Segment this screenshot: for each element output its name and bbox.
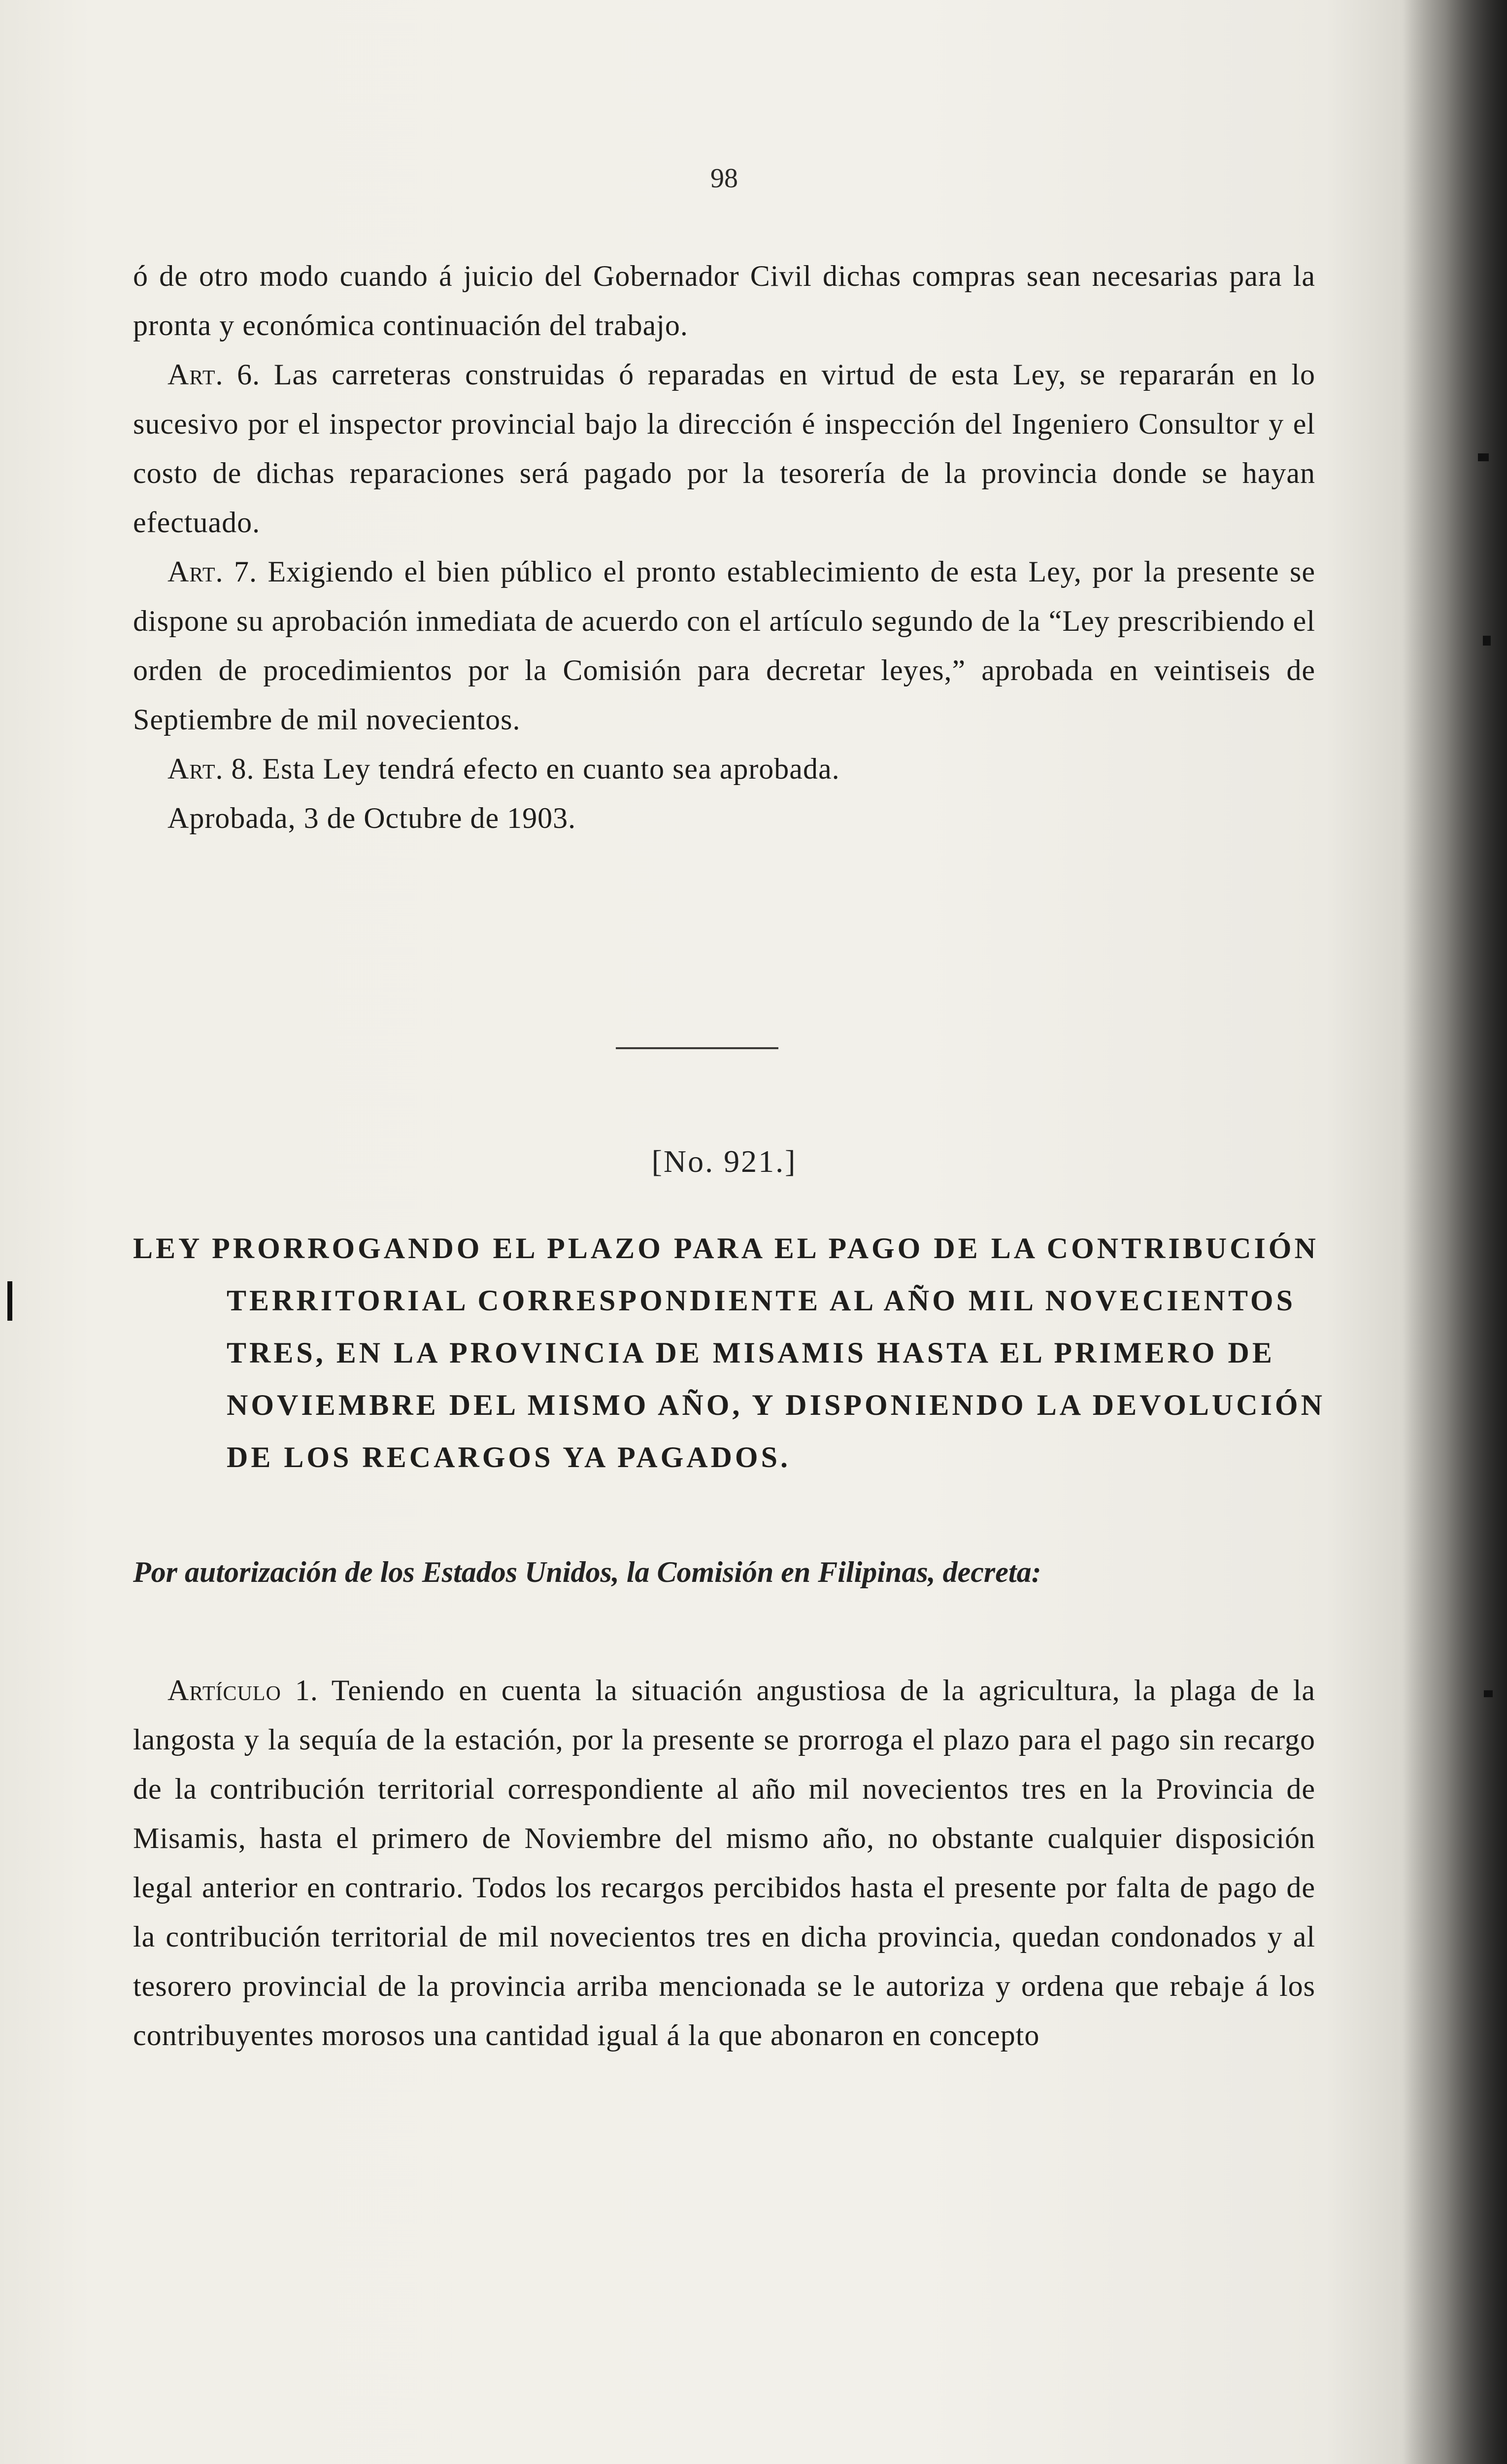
article-1 xyxy=(133,1666,1315,2060)
article-1-heading: Artículo 1. xyxy=(167,1674,318,1707)
article-7-heading: Art. 7. xyxy=(167,555,257,588)
article-8 xyxy=(133,744,1315,793)
law-number: [No. 921.] xyxy=(651,1144,797,1179)
article-6-text: Las carreteras construidas ó reparadas en virtud de esta Ley, se repararán en lo sucesivo por el inspector provincial bajo la dirección é inspección del Ingeniero Consultor y el costo de dichas reparaciones será pagado por la tesorería de la provincia donde se hayan efectuado. xyxy=(133,358,1315,539)
margin-mark xyxy=(1484,1690,1493,1697)
article-7 xyxy=(133,547,1315,744)
new-law-text xyxy=(133,1666,1315,2060)
previous-law-text xyxy=(133,251,1315,843)
article-8-heading: Art. 8. xyxy=(167,753,255,785)
margin-mark xyxy=(7,1281,12,1321)
continuation-paragraph: ó de otro modo cuando á juicio del Gobernador Civil dichas compras sean necesarias para la pronta y económica continuación del trabajo. xyxy=(133,260,1315,342)
approval-line: Aprobada, 3 de Octubre de 1903. xyxy=(167,802,576,834)
law-title: LEY PRORROGANDO EL PLAZO PARA EL PAGO DE LA CONTRIBUCIÓN TERRITORIAL CORRESPONDIENTE AL AÑO MIL NOVECIENTOS TRES, EN LA PROVINCIA DE MISAMIS HASTA EL PRIMERO DE NOVIEMBRE DEL MISMO AÑO, Y DISPONIENDO LA DEVOLUCIÓN DE LOS RECARGOS YA PAGADOS. xyxy=(133,1232,1325,1473)
article-8-text: Esta Ley tendrá efecto en cuanto sea aprobada. xyxy=(262,753,840,785)
margin-mark xyxy=(1483,636,1491,646)
section-divider xyxy=(616,1047,778,1049)
article-1-text: Teniendo en cuenta la situación angustiosa de la agricultura, la plaga de la langosta y la sequía de la estación, por la presente se prorroga el plazo para el pago sin recargo de la contribución territorial correspondiente al año mil novecientos tres en la Provincia de Misamis, hasta el primero de Noviembre del mismo año, no obstante cualquier disposición legal anterior en contrario. Todos los recargos percibidos hasta el presente por falta de pago de la contribución territorial de mil novecientos tres en dicha provincia, quedan condonados y al tesorero provincial de la provincia arriba mencionada se le autoriza y ordena que rebaje á los contribuyentes morosos una cantidad igual á la que abonaron en concepto xyxy=(133,1674,1315,2052)
page-number: 98 xyxy=(710,163,738,194)
page-edge-shadow xyxy=(1404,0,1507,2464)
margin-mark xyxy=(1478,453,1489,461)
article-6 xyxy=(133,350,1315,547)
article-6-heading: Art. 6. xyxy=(167,358,261,391)
enacting-clause: Por autorización de los Estados Unidos, la Comisión en Filipinas, decreta: xyxy=(133,1556,1041,1588)
article-7-text: Exigiendo el bien público el pronto establecimiento de esta Ley, por la presente se dispone su aprobación inmediata de acuerdo con el artículo segundo de la “Ley prescribiendo el orden de procedimientos por la Comisión para decretar leyes,” aprobada en veintiseis de Septiembre de mil novecientos. xyxy=(133,555,1316,736)
